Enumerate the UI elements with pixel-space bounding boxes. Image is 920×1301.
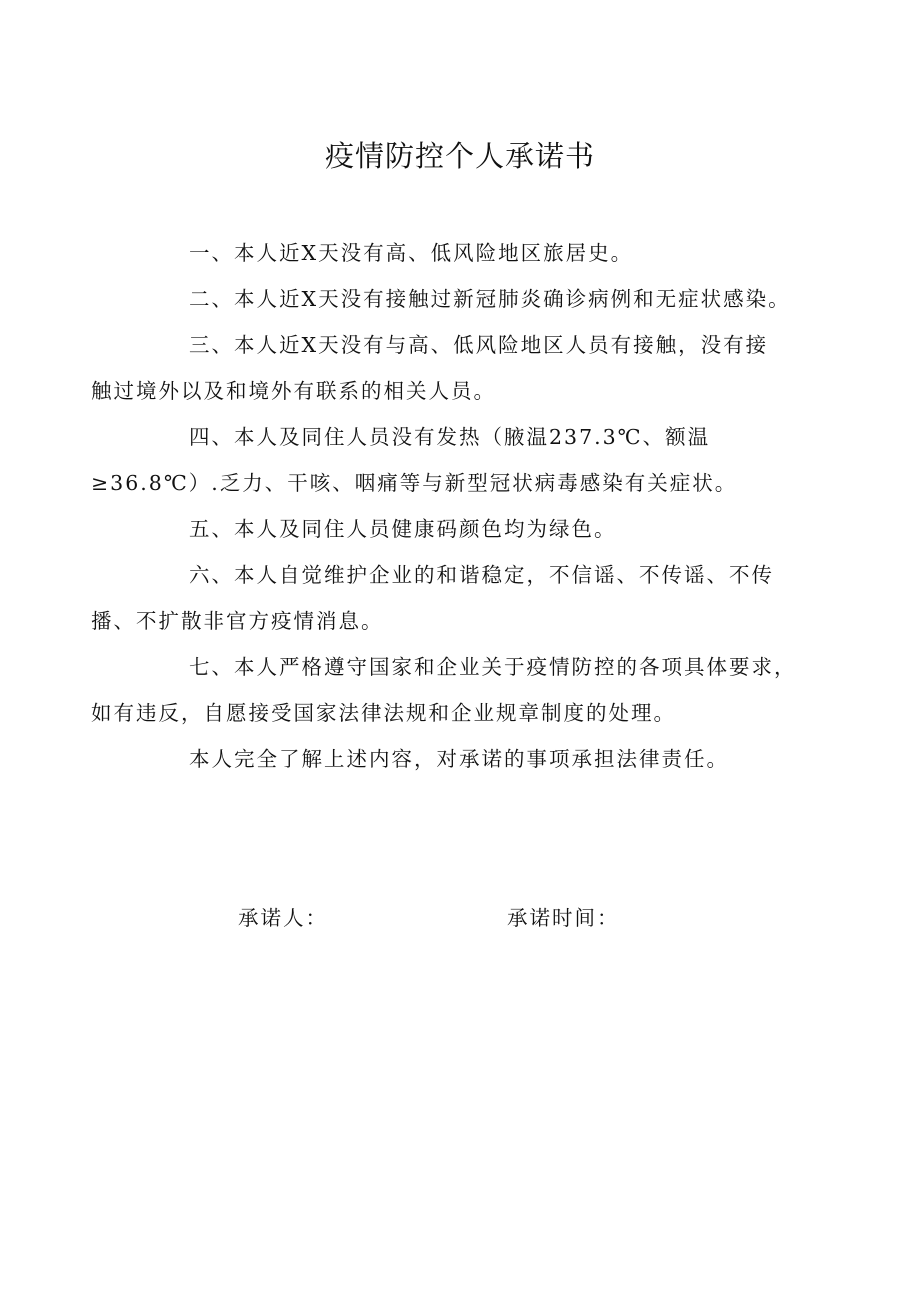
paragraph-line: 触过境外以及和境外有联系的相关人员。 <box>91 379 496 403</box>
paragraph-line: 六、本人自觉维护企业的和谐稳定，不信谣、不传谣、不传 <box>189 563 774 587</box>
paragraph-line: 一、本人近X天没有高、低风险地区旅居史。 <box>189 241 634 265</box>
paragraph-7 <box>91 644 797 736</box>
document-title: 疫情防控个人承诺书 <box>324 139 595 173</box>
paragraph-2 <box>140 276 791 322</box>
paragraph-4 <box>91 414 788 506</box>
paragraph-6 <box>91 552 788 644</box>
paragraph-line: 播、不扩散非官方疫情消息。 <box>91 609 384 633</box>
paragraph-line: 五、本人及同住人员健康码颜色均为绿色。 <box>189 517 617 541</box>
signature-person-label: 承诺人： <box>238 906 328 930</box>
paragraph-line: 四、本人及同住人员没有发热（腋温237.3℃、额温 <box>189 425 711 449</box>
paragraph-line: 七、本人严格遵守国家和企业关于疫情防控的各项具体要求， <box>189 655 797 679</box>
paragraph-1 <box>140 230 788 276</box>
paragraph-line: 二、本人近X天没有接触过新冠肺炎确诊病例和无症状感染。 <box>189 287 791 311</box>
paragraph-line: ≥36.8℃）.乏力、干咳、咽痛等与新型冠状病毒感染有关症状。 <box>91 471 738 495</box>
paragraph-5 <box>140 506 788 552</box>
paragraph-line: 本人完全了解上述内容，对承诺的事项承担法律责任。 <box>189 747 729 771</box>
document-body <box>91 230 797 782</box>
paragraph-8 <box>140 736 788 782</box>
paragraph-3 <box>91 322 788 414</box>
paragraph-line: 三、本人近X天没有与高、低风险地区人员有接触，没有接 <box>189 333 769 357</box>
paragraph-line: 如有违反，自愿接受国家法律法规和企业规章制度的处理。 <box>91 701 676 725</box>
signature-time-label: 承诺时间： <box>507 906 620 930</box>
